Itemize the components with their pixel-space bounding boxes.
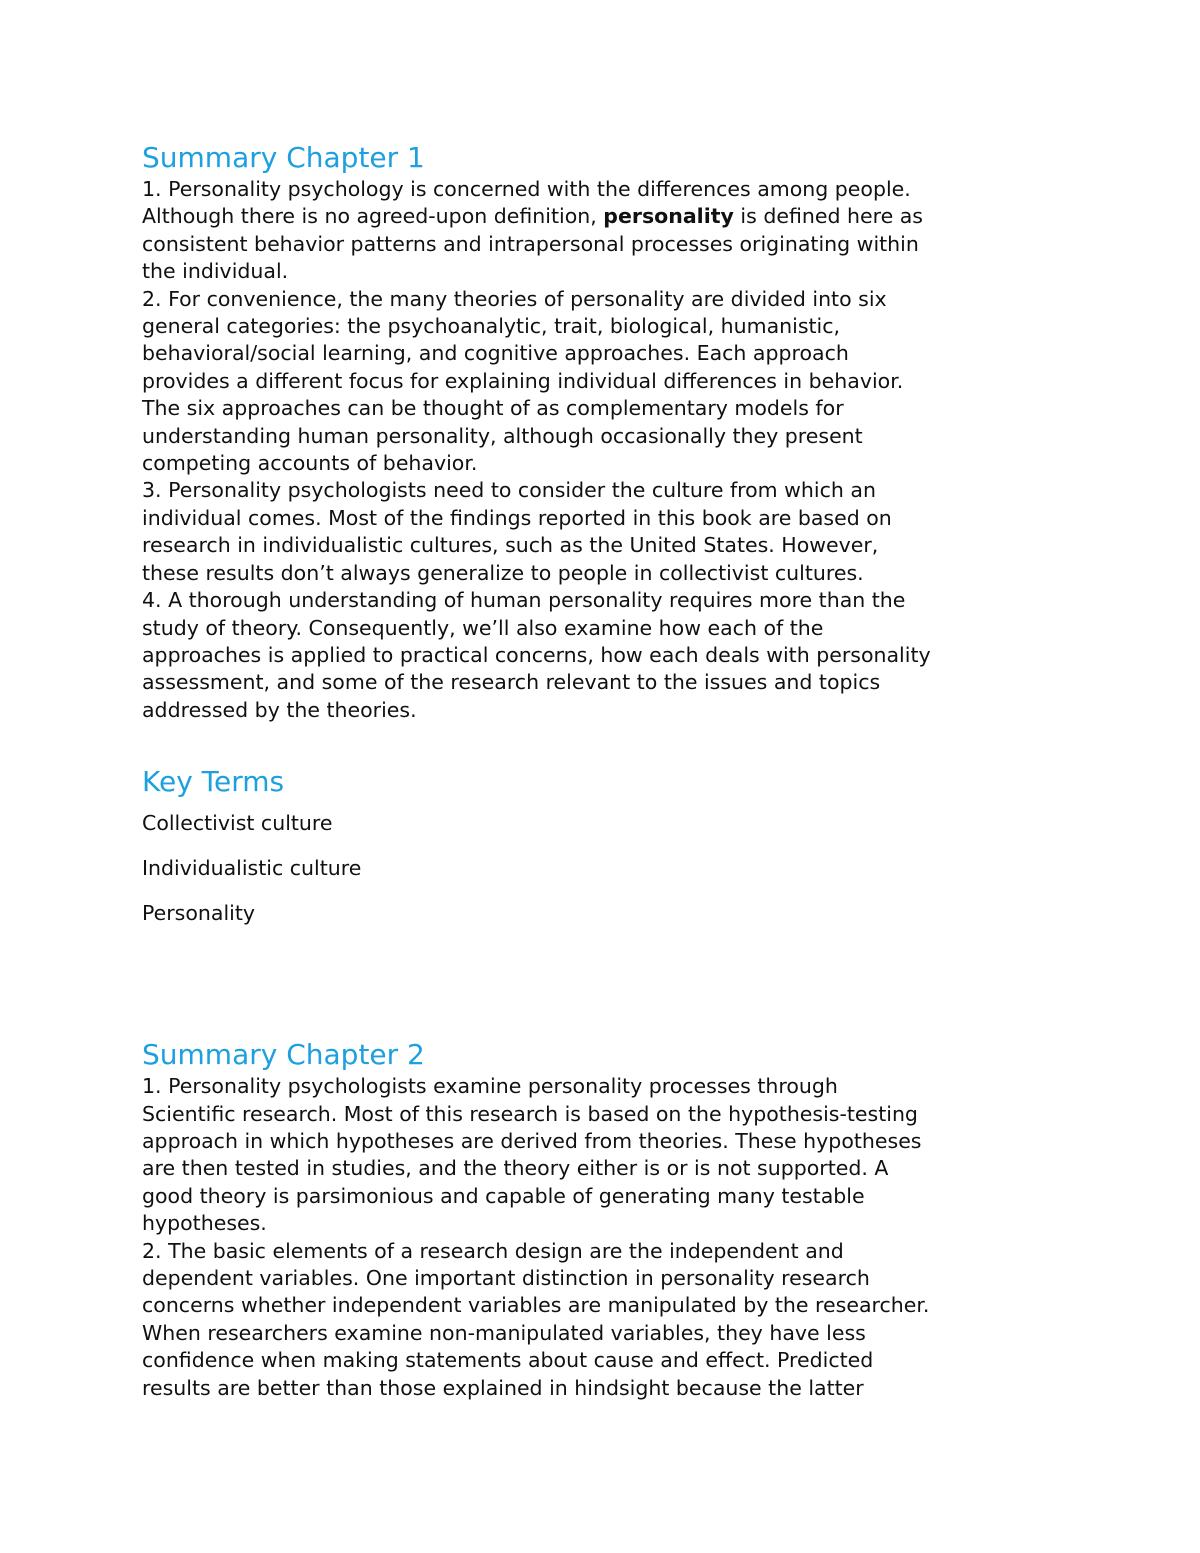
paragraph-line: are then tested in studies, and the theory either is or is not supported. A — [142, 1156, 889, 1181]
chapter-1-heading: Summary Chapter 1 — [142, 141, 425, 174]
paragraph-line: competing accounts of behavior. — [142, 451, 478, 476]
paragraph-line: When researchers examine non-manipulated variables, they have less — [142, 1320, 866, 1345]
paragraph-line: concerns whether independent variables are manipulated by the researcher. — [142, 1293, 930, 1318]
paragraph-line: good theory is parsimonious and capable of generating many testable — [142, 1183, 865, 1208]
paragraph-line: behavioral/social learning, and cognitive approaches. Each approach — [142, 341, 849, 366]
paragraph-line: 3. Personality psychologists need to consider the culture from which an — [142, 478, 876, 503]
line-text: is defined here as — [733, 204, 923, 229]
paragraph-line: 1. Personality psychology is concerned with the differences among people. — [142, 177, 911, 201]
key-term: Personality — [142, 901, 256, 926]
paragraph-line: 1. Personality psychologists examine personality processes through — [142, 1074, 838, 1099]
bold-term-personality: personality — [603, 204, 734, 229]
chapter-2-summary — [142, 1073, 1082, 1402]
key-term: Individualistic culture — [142, 856, 362, 881]
document-page — [142, 136, 1082, 1402]
paragraph-line: addressed by the theories. — [142, 697, 417, 722]
paragraph-line: individual comes. Most of the findings reported in this book are based on — [142, 505, 892, 530]
paragraph-line: 4. A thorough understanding of human personality requires more than the — [142, 588, 906, 613]
line-text: Although there is no agreed-upon definition, — [142, 204, 604, 229]
paragraph-line: confidence when making statements about cause and effect. Predicted — [142, 1348, 874, 1373]
key-term: Collectivist culture — [142, 811, 333, 836]
paragraph-line: these results don’t always generalize to people in collectivist cultures. — [142, 560, 864, 585]
paragraph-line: provides a different focus for explaining individual differences in behavior. — [142, 368, 904, 393]
paragraph-line: hypotheses. — [142, 1211, 267, 1236]
key-terms-heading: Key Terms — [142, 765, 285, 799]
paragraph-line: general categories: the psychoanalytic, trait, biological, humanistic, — [142, 314, 841, 339]
paragraph-line: the individual. — [142, 259, 289, 284]
paragraph-line — [142, 203, 1082, 230]
paragraph-line: study of theory. Consequently, we’ll also examine how each of the — [142, 615, 824, 640]
paragraph-line: 2. For convenience, the many theories of personality are divided into six — [142, 286, 887, 311]
paragraph-line: results are better than those explained in hindsight because the latter — [142, 1375, 864, 1400]
chapter-1-summary — [142, 176, 1082, 724]
paragraph-line: dependent variables. One important distinction in personality research — [142, 1265, 870, 1290]
paragraph-line: approaches is applied to practical concerns, how each deals with personality — [142, 642, 931, 667]
paragraph-line: Scientific research. Most of this research is based on the hypothesis-testing — [142, 1101, 918, 1126]
paragraph-line: consistent behavior patterns and intrapersonal processes originating within — [142, 231, 919, 256]
paragraph-line: 2. The basic elements of a research design are the independent and — [142, 1238, 844, 1263]
paragraph-line: understanding human personality, although occasionally they present — [142, 423, 863, 448]
paragraph-line: The six approaches can be thought of as complementary models for — [142, 396, 844, 421]
paragraph-line: research in individualistic cultures, such as the United States. However, — [142, 533, 879, 558]
chapter-2-heading: Summary Chapter 2 — [142, 1038, 425, 1072]
paragraph-line: assessment, and some of the research relevant to the issues and topics — [142, 670, 881, 695]
paragraph-line: approach in which hypotheses are derived from theories. These hypotheses — [142, 1128, 922, 1153]
